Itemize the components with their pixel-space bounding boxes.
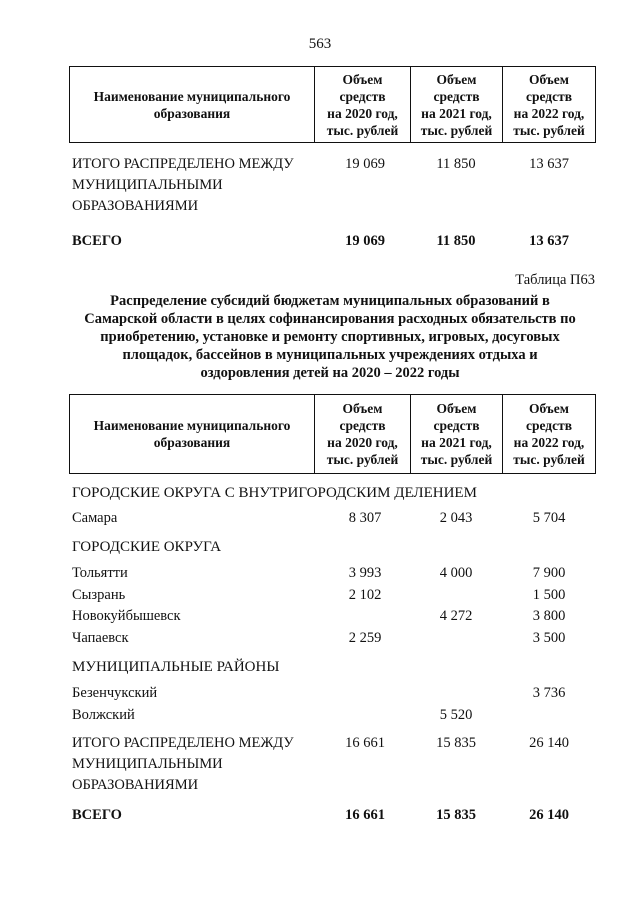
header-col-2020: Объем средств на 2020 год, тыс. рублей: [315, 67, 411, 143]
header-name-column: Наименование муниципального образования: [70, 67, 315, 143]
header-col-2022: Объем средств на 2022 год, тыс. рублей: [503, 395, 596, 474]
table-header-main: [69, 394, 596, 474]
header-name-column: Наименование муниципального образования: [70, 395, 315, 474]
page-number: 563: [308, 36, 332, 52]
header-col-2022: Объем средств на 2022 год, тыс. рублей: [503, 67, 596, 143]
section-title: ГОРОДСКИЕ ОКРУГА: [72, 539, 222, 555]
header-col-2021: Объем средств на 2021 год, тыс. рублей: [411, 395, 503, 474]
table-title: Распределение субсидий бюджетам муниципальных образований в Самарской области в целях софинансирования расходных обязательств по приобретению, установке и ремонту спортивных, игровых, досуговых площадок, бассейнов в муниципальных учреждениях отдыха и оздоровления детей на 2020 – 2022 годы: [84, 293, 576, 381]
table-label: Таблица П63: [515, 272, 595, 288]
header-col-2020: Объем средств на 2020 год, тыс. рублей: [315, 395, 411, 474]
section-title: МУНИЦИПАЛЬНЫЕ РАЙОНЫ: [72, 659, 280, 675]
header-col-2021: Объем средств на 2021 год, тыс. рублей: [411, 67, 503, 143]
section-title: ГОРОДСКИЕ ОКРУГА С ВНУТРИГОРОДСКИМ ДЕЛЕНИЕМ: [72, 485, 477, 501]
table-header-top: [69, 66, 596, 143]
